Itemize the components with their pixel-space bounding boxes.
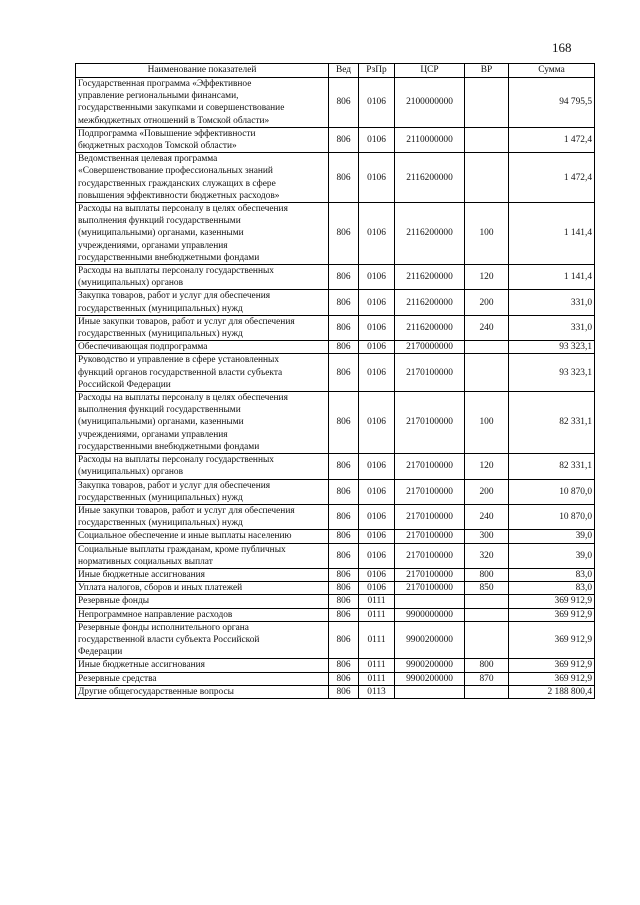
cell-name-line: государственными закупками и совершенствование <box>78 103 285 114</box>
cell-csr: 9900200000 <box>395 659 465 672</box>
cell-sum: 39,0 <box>509 530 595 543</box>
cell-name-line: государственными внебюджетными фондами <box>78 252 260 263</box>
cell-csr: 2170100000 <box>395 568 465 581</box>
table-row <box>76 127 595 152</box>
table-row <box>76 621 595 659</box>
header-ved: Вед <box>329 64 359 78</box>
table-header-row <box>76 64 595 78</box>
cell-ved: 806 <box>329 315 359 340</box>
cell-name-line: государственных (муниципальных) нужд <box>78 492 243 503</box>
cell-name <box>76 504 329 529</box>
cell-name <box>76 582 329 595</box>
cell-name-line: Резервные фонды <box>78 596 150 607</box>
cell-name-line: Закупка товаров, работ и услуг для обеспечения <box>78 291 271 302</box>
cell-vr: 850 <box>465 582 509 595</box>
table-row <box>76 265 595 290</box>
table-row <box>76 595 595 608</box>
cell-sum: 369 912,9 <box>509 659 595 672</box>
cell-vr: 800 <box>465 568 509 581</box>
cell-csr: 2170000000 <box>395 341 465 354</box>
cell-name <box>76 315 329 340</box>
cell-name-line: Иные закупки товаров, работ и услуг для обеспечения <box>78 505 295 516</box>
table-row <box>76 454 595 479</box>
cell-csr: 9900000000 <box>395 608 465 621</box>
cell-csr: 2100000000 <box>395 78 465 128</box>
cell-name-line: межбюджетных отношений в Томской области» <box>78 115 270 126</box>
cell-name <box>76 621 329 659</box>
cell-name-line: учреждениями, органами управления <box>78 240 228 251</box>
cell-sum: 10 870,0 <box>509 504 595 529</box>
cell-name-line: Расходы на выплаты персоналу в целях обеспечения <box>78 393 288 404</box>
cell-rzpr: 0106 <box>359 392 395 454</box>
table-row <box>76 341 595 354</box>
cell-csr: 2170100000 <box>395 504 465 529</box>
cell-name-line: Социальные выплаты гражданам, кроме публичных <box>78 544 286 555</box>
cell-vr: 300 <box>465 530 509 543</box>
cell-rzpr: 0106 <box>359 341 395 354</box>
cell-vr: 100 <box>465 392 509 454</box>
cell-rzpr: 0106 <box>359 127 395 152</box>
cell-sum: 83,0 <box>509 582 595 595</box>
cell-sum: 369 912,9 <box>509 595 595 608</box>
cell-name <box>76 595 329 608</box>
header-csr: ЦСР <box>395 64 465 78</box>
cell-ved: 806 <box>329 153 359 203</box>
header-name: Наименование показателей <box>76 64 329 78</box>
cell-csr: 2116200000 <box>395 290 465 315</box>
cell-name-line: (муниципальных) органов <box>78 278 184 289</box>
cell-ved: 806 <box>329 568 359 581</box>
budget-table <box>75 63 595 699</box>
cell-name-line: государственных (муниципальных) нужд <box>78 329 243 340</box>
cell-vr: 240 <box>465 315 509 340</box>
cell-vr <box>465 354 509 392</box>
cell-name <box>76 543 329 568</box>
cell-ved: 806 <box>329 621 359 659</box>
cell-rzpr: 0106 <box>359 203 395 265</box>
cell-ved: 806 <box>329 672 359 685</box>
cell-ved: 806 <box>329 479 359 504</box>
cell-name <box>76 290 329 315</box>
cell-name <box>76 454 329 479</box>
cell-csr: 2170100000 <box>395 354 465 392</box>
table-row <box>76 582 595 595</box>
cell-name <box>76 530 329 543</box>
cell-ved: 806 <box>329 685 359 698</box>
cell-rzpr: 0106 <box>359 504 395 529</box>
cell-sum: 331,0 <box>509 315 595 340</box>
cell-vr <box>465 341 509 354</box>
table-row <box>76 153 595 203</box>
cell-rzpr: 0106 <box>359 315 395 340</box>
cell-rzpr: 0111 <box>359 608 395 621</box>
cell-name-line: управление региональными финансами, <box>78 91 239 102</box>
cell-name-line: Социальное обеспечение и иные выплаты населению <box>78 531 292 542</box>
cell-name-line: Закупка товаров, работ и услуг для обеспечения <box>78 480 271 491</box>
cell-name-line: «Совершенствование профессиональных знаний <box>78 166 273 177</box>
cell-name-line: Расходы на выплаты персоналу государственных <box>78 455 274 466</box>
table-row <box>76 568 595 581</box>
page-number: 168 <box>552 40 572 55</box>
cell-name-line: Федерации <box>78 647 123 658</box>
cell-rzpr: 0106 <box>359 568 395 581</box>
cell-sum: 1 472,4 <box>509 127 595 152</box>
cell-vr <box>465 685 509 698</box>
header-rzpr: РзПр <box>359 64 395 78</box>
cell-ved: 806 <box>329 543 359 568</box>
cell-ved: 806 <box>329 341 359 354</box>
cell-name-line: бюджетных расходов Томской области» <box>78 141 237 152</box>
cell-sum: 82 331,1 <box>509 392 595 454</box>
cell-name <box>76 153 329 203</box>
table-row <box>76 504 595 529</box>
cell-rzpr: 0106 <box>359 582 395 595</box>
cell-name-line: выполнения функций государственными <box>78 405 241 416</box>
cell-csr: 2116200000 <box>395 153 465 203</box>
table-row <box>76 392 595 454</box>
cell-csr: 2170100000 <box>395 454 465 479</box>
cell-vr: 100 <box>465 203 509 265</box>
cell-ved: 806 <box>329 582 359 595</box>
cell-name-line: Расходы на выплаты персоналу государственных <box>78 266 274 277</box>
table-row <box>76 290 595 315</box>
cell-name <box>76 78 329 128</box>
cell-rzpr: 0111 <box>359 659 395 672</box>
cell-rzpr: 0106 <box>359 290 395 315</box>
cell-ved: 806 <box>329 78 359 128</box>
cell-sum: 1 472,4 <box>509 153 595 203</box>
cell-name-line: государственными внебюджетными фондами <box>78 441 260 452</box>
cell-rzpr: 0106 <box>359 543 395 568</box>
cell-csr: 2116200000 <box>395 203 465 265</box>
cell-csr: 2170100000 <box>395 392 465 454</box>
table-row <box>76 608 595 621</box>
cell-sum: 39,0 <box>509 543 595 568</box>
cell-ved: 806 <box>329 504 359 529</box>
cell-rzpr: 0106 <box>359 265 395 290</box>
table-row <box>76 354 595 392</box>
cell-rzpr: 0113 <box>359 685 395 698</box>
cell-ved: 806 <box>329 392 359 454</box>
table-row <box>76 543 595 568</box>
cell-ved: 806 <box>329 659 359 672</box>
cell-name-line: Руководство и управление в сфере установленных <box>78 355 280 366</box>
cell-ved: 806 <box>329 265 359 290</box>
table-row <box>76 479 595 504</box>
table-row <box>76 78 595 128</box>
cell-name-line: (муниципальных) органов <box>78 467 184 478</box>
cell-sum: 93 323,1 <box>509 341 595 354</box>
cell-vr <box>465 153 509 203</box>
cell-sum: 83,0 <box>509 568 595 581</box>
table-row <box>76 685 595 698</box>
cell-name-line: Расходы на выплаты персоналу в целях обеспечения <box>78 204 288 215</box>
cell-vr: 240 <box>465 504 509 529</box>
cell-csr: 2116200000 <box>395 315 465 340</box>
cell-csr: 2170100000 <box>395 582 465 595</box>
cell-sum: 1 141,4 <box>509 265 595 290</box>
cell-csr <box>395 595 465 608</box>
cell-vr: 120 <box>465 454 509 479</box>
cell-name-line: выполнения функций государственными <box>78 216 241 227</box>
cell-vr <box>465 595 509 608</box>
cell-name <box>76 568 329 581</box>
cell-ved: 806 <box>329 203 359 265</box>
cell-name-line: нормативных социальных выплат <box>78 556 213 567</box>
cell-name-line: государственных (муниципальных) нужд <box>78 518 243 529</box>
cell-sum: 93 323,1 <box>509 354 595 392</box>
cell-name <box>76 685 329 698</box>
header-vr: ВР <box>465 64 509 78</box>
cell-name-line: государственных гражданских служащих в сфере <box>78 178 276 189</box>
cell-name-line: Государственная программа «Эффективное <box>78 79 252 89</box>
cell-ved: 806 <box>329 454 359 479</box>
cell-name-line: Ведомственная целевая программа <box>78 154 218 165</box>
cell-csr: 2170100000 <box>395 543 465 568</box>
cell-csr: 2170100000 <box>395 479 465 504</box>
cell-rzpr: 0111 <box>359 672 395 685</box>
cell-ved: 806 <box>329 290 359 315</box>
cell-vr: 320 <box>465 543 509 568</box>
cell-name <box>76 203 329 265</box>
cell-vr: 200 <box>465 479 509 504</box>
cell-sum: 10 870,0 <box>509 479 595 504</box>
cell-sum: 331,0 <box>509 290 595 315</box>
cell-ved: 806 <box>329 530 359 543</box>
cell-csr: 9900200000 <box>395 672 465 685</box>
cell-sum: 94 795,5 <box>509 78 595 128</box>
cell-vr <box>465 621 509 659</box>
cell-sum: 82 331,1 <box>509 454 595 479</box>
cell-name-line: повышения эффективности бюджетных расходов» <box>78 190 280 201</box>
cell-name-line: Резервные фонды исполнительного органа <box>78 622 249 633</box>
cell-name-line: Резервные средства <box>78 673 157 684</box>
cell-name-line: Иные закупки товаров, работ и услуг для обеспечения <box>78 316 295 327</box>
header-sum: Сумма <box>509 64 595 78</box>
cell-rzpr: 0106 <box>359 454 395 479</box>
cell-name-line: (муниципальными) органами, казенными <box>78 417 244 428</box>
cell-sum: 369 912,9 <box>509 621 595 659</box>
cell-sum: 2 188 800,4 <box>509 685 595 698</box>
cell-name <box>76 354 329 392</box>
cell-name-line: Другие общегосударственные вопросы <box>78 686 234 697</box>
cell-vr <box>465 78 509 128</box>
cell-csr: 2116200000 <box>395 265 465 290</box>
cell-rzpr: 0106 <box>359 479 395 504</box>
cell-name-line: Уплата налогов, сборов и иных платежей <box>78 583 243 594</box>
cell-name-line: Иные бюджетные ассигнования <box>78 569 205 580</box>
cell-name-line: учреждениями, органами управления <box>78 429 228 440</box>
cell-rzpr: 0106 <box>359 530 395 543</box>
cell-vr: 120 <box>465 265 509 290</box>
cell-name-line: функций органов государственной власти субъекта <box>78 367 283 378</box>
cell-name <box>76 479 329 504</box>
cell-rzpr: 0106 <box>359 78 395 128</box>
cell-ved: 806 <box>329 595 359 608</box>
table-body <box>76 78 595 699</box>
cell-name-line: Российской Федерации <box>78 379 171 390</box>
cell-name <box>76 265 329 290</box>
table-row <box>76 315 595 340</box>
table-row <box>76 530 595 543</box>
cell-csr: 9900200000 <box>395 621 465 659</box>
cell-sum: 1 141,4 <box>509 203 595 265</box>
cell-rzpr: 0106 <box>359 153 395 203</box>
cell-ved: 806 <box>329 127 359 152</box>
table-row <box>76 659 595 672</box>
cell-rzpr: 0111 <box>359 595 395 608</box>
cell-name-line: государственных (муниципальных) нужд <box>78 303 243 314</box>
cell-vr <box>465 608 509 621</box>
cell-name <box>76 608 329 621</box>
cell-ved: 806 <box>329 354 359 392</box>
cell-rzpr: 0106 <box>359 354 395 392</box>
cell-sum: 369 912,9 <box>509 672 595 685</box>
cell-vr: 870 <box>465 672 509 685</box>
table-row <box>76 672 595 685</box>
cell-csr: 2170100000 <box>395 530 465 543</box>
cell-sum: 369 912,9 <box>509 608 595 621</box>
cell-name-line: государственной власти субъекта Российской <box>78 634 260 645</box>
cell-name <box>76 127 329 152</box>
cell-rzpr: 0111 <box>359 621 395 659</box>
cell-name <box>76 392 329 454</box>
cell-ved: 806 <box>329 608 359 621</box>
cell-name <box>76 341 329 354</box>
cell-name <box>76 672 329 685</box>
cell-name-line: Непрограммное направление расходов <box>78 609 233 620</box>
cell-csr: 2110000000 <box>395 127 465 152</box>
cell-name-line: Иные бюджетные ассигнования <box>78 660 205 671</box>
cell-vr: 800 <box>465 659 509 672</box>
cell-vr: 200 <box>465 290 509 315</box>
cell-vr <box>465 127 509 152</box>
cell-name-line: Обеспечивающая подпрограмма <box>78 342 208 353</box>
cell-name-line: Подпрограмма «Повышение эффективности <box>78 128 256 139</box>
cell-name-line: (муниципальными) органами, казенными <box>78 228 244 239</box>
cell-csr <box>395 685 465 698</box>
cell-name <box>76 659 329 672</box>
table-row <box>76 203 595 265</box>
